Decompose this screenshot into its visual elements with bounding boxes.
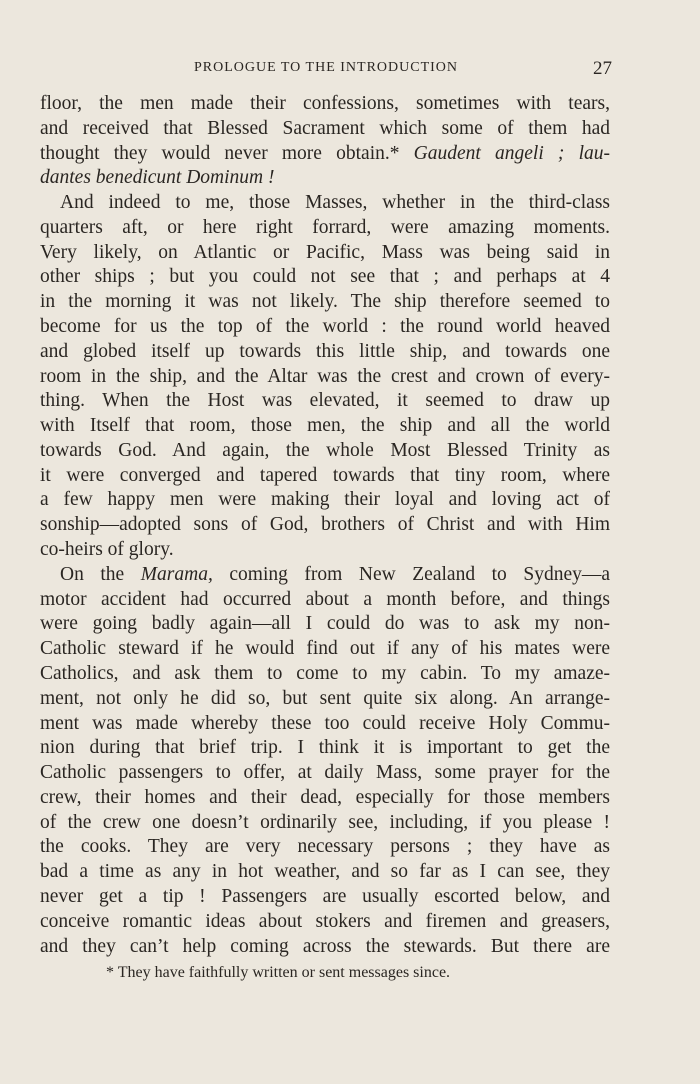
text-run: nion during that brief trip. I think it is important to get the <box>40 737 610 759</box>
text-line <box>40 686 610 711</box>
text-run: become for us the top of the world : the round world heaved <box>40 316 610 338</box>
text-line <box>40 364 610 389</box>
text-line <box>40 636 610 661</box>
text-run: ment was made whereby these too could receive Holy Commu- <box>40 712 610 734</box>
italic-run: Gaudent angeli ; lau- <box>413 142 610 164</box>
text-line <box>40 810 610 835</box>
text-line <box>40 909 610 934</box>
text-run: a few happy men were making their loyal and loving act of <box>40 489 610 511</box>
text-line <box>40 934 610 959</box>
text-run: motor accident had occurred about a month before, and things <box>40 588 610 610</box>
text-run: Catholic steward if he would find out if any of his mates were <box>40 638 610 660</box>
text-line <box>40 141 610 166</box>
text-run: bad a time as any in hot weather, and so far as I can see, they <box>40 861 610 883</box>
text-line <box>40 339 610 364</box>
text-run: the cooks. They are very necessary persons ; they have as <box>40 836 610 858</box>
page-number: 27 <box>593 58 612 79</box>
text-run: sonship—adopted sons of God, brothers of Christ and with Him <box>40 514 610 536</box>
text-run: it were converged and tapered towards that tiny room, where <box>40 464 610 486</box>
text-line <box>40 165 610 190</box>
text-run: of the crew one doesn’t ordinarily see, including, if you please ! <box>40 811 610 833</box>
text-run: in the morning it was not likely. The ship therefore seemed to <box>40 291 610 313</box>
text-line <box>40 413 610 438</box>
text-run: floor, the men made their confessions, sometimes with tears, <box>40 93 610 114</box>
text-line <box>40 487 610 512</box>
text-run: coming from New Zealand to Sydney—a <box>212 563 610 585</box>
text-line <box>40 537 610 562</box>
text-line <box>60 562 610 587</box>
text-run: with Itself that room, those men, the ship and all the world <box>40 415 610 437</box>
text-run: Very likely, on Atlantic or Pacific, Mass was being said in <box>40 241 610 263</box>
text-run: never get a tip ! Passengers are usually escorted below, and <box>40 885 610 907</box>
text-run: Catholic passengers to offer, at daily Mass, some prayer for the <box>40 762 610 784</box>
footnote: * They have faithfully written or sent messages since. <box>106 964 451 982</box>
text-line <box>40 884 610 909</box>
text-line <box>40 264 610 289</box>
running-head <box>40 58 612 82</box>
text-line <box>40 760 610 785</box>
text-line <box>40 314 610 339</box>
text-run: conceive romantic ideas about stokers and firemen and greasers, <box>40 910 610 932</box>
text-run: and globed itself up towards this little ship, and towards one <box>40 340 610 362</box>
text-run: towards God. And again, the whole Most Blessed Trinity as <box>40 439 610 461</box>
text-line <box>40 116 610 141</box>
text-run: And indeed to me, those Masses, whether in the third-class <box>60 192 610 214</box>
text-line <box>40 289 610 314</box>
italic-run: dantes benedicunt Dominum ! <box>40 167 275 189</box>
text-line <box>40 463 610 488</box>
text-run: crew, their homes and their dead, especially for those members <box>40 786 610 808</box>
text-run: and they can’t help coming across the stewards. But there are <box>40 935 610 957</box>
text-run: ment, not only he did so, but sent quite six along. An arrange- <box>40 687 610 709</box>
text-run: Catholics, and ask them to come to my cabin. To my amaze- <box>40 662 610 684</box>
italic-run: Marama, <box>140 563 213 585</box>
text-line <box>40 215 610 240</box>
text-line <box>60 190 610 215</box>
text-line <box>40 611 610 636</box>
text-run: thing. When the Host was elevated, it seemed to draw up <box>40 390 610 412</box>
text-line <box>40 587 610 612</box>
text-run: room in the ship, and the Altar was the crest and crown of every- <box>40 365 610 387</box>
text-run: thought they would never more obtain.* <box>40 142 414 164</box>
text-line <box>40 735 610 760</box>
text-line <box>40 661 610 686</box>
text-line <box>40 785 610 810</box>
text-line <box>40 834 610 859</box>
text-line <box>40 512 610 537</box>
running-head-title: PROLOGUE TO THE INTRODUCTION <box>193 60 459 75</box>
text-run: co-heirs of glory. <box>40 539 174 561</box>
text-line <box>40 711 610 736</box>
text-line <box>40 859 610 884</box>
text-run: other ships ; but you could not see that ; and perhaps at 4 <box>40 266 610 288</box>
text-run: and received that Blessed Sacrament which some of them had <box>40 117 610 139</box>
text-line <box>40 388 610 413</box>
text-line <box>40 91 610 116</box>
text-line <box>40 438 610 463</box>
text-run: quarters aft, or here right forrard, were amazing moments. <box>40 216 610 238</box>
text-run: On the <box>60 563 141 585</box>
text-line <box>40 240 610 265</box>
text-run: were going badly again—all I could do was to ask my non- <box>40 613 610 635</box>
